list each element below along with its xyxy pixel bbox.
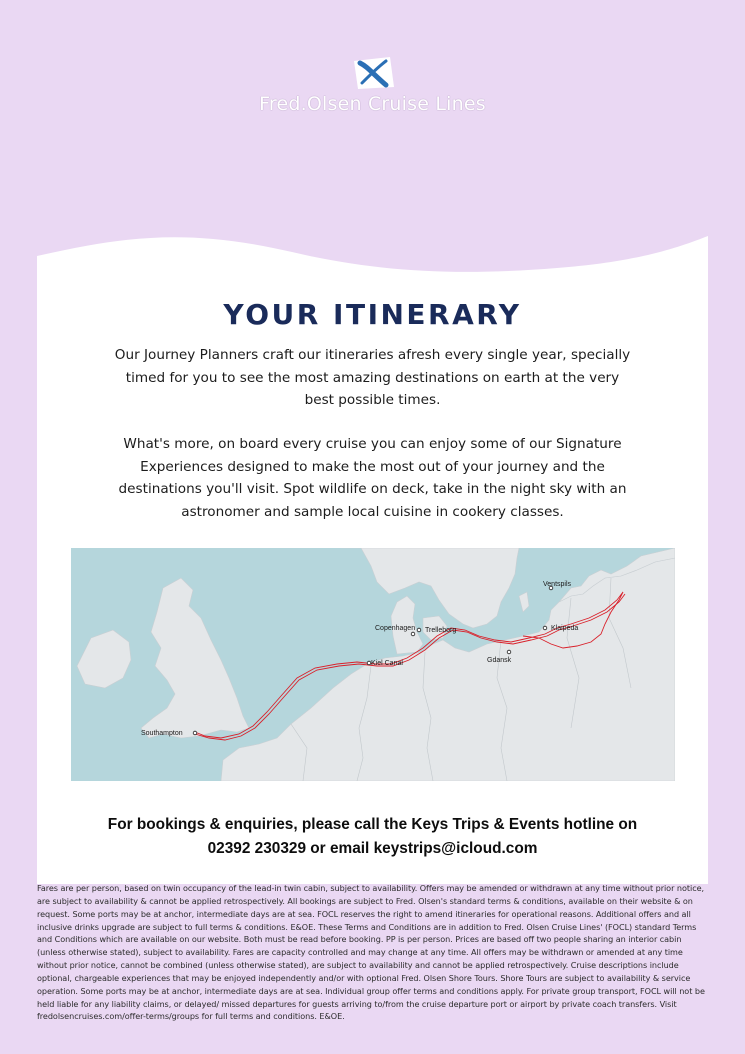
intro-paragraph-2: What's more, on board every cruise you can enjoy some of our Signature Experiences designed to make the most out of your journey and the destinations you'll visit. Spot wildlife on deck, take in the night sky with an astronomer and sample local cuisine in cookery classes. xyxy=(118,436,627,521)
port-label-southampton: Southampton xyxy=(141,730,183,737)
flag-logo-icon xyxy=(350,55,396,91)
itinerary-map xyxy=(71,548,675,781)
port-label-trelleborg: Trelleborg xyxy=(425,627,457,634)
terms-and-conditions: Fares are per person, based on twin occupancy of the lead-in twin cabin, subject to availability. Offers may be amended or withdrawn at any time without prior notice, are subject to availability & cannot be applied retrospectively. All bookings are subject to Fred. Olsen's standard terms & conditions, available on their website & on request. Some ports may be at anchor, intermediate days are at sea. FOCL reserves the right to amend itineraries for operational reasons. Additional offers and all inclusive drinks upgrade are subject to full terms & conditions. E&OE. These Terms and Conditions are in addition to Fred. Olsen Cruise Lines' (FOCL) standard Terms and Conditions which are available on our website. Both must be read before booking. PP is per person. Prices are based off two people sharing an interior cabin (unless otherwise stated), subject to availability. Fares are capacity controlled and may change at any time. All offers may be withdrawn or amended at any time without prior notice, cannot be combined (unless otherwise stated), are subject to availability and cannot be applied retrospectively. Cruise descriptions include optional, chargeable experiences that may be enjoyed independently and/or with optional Fred. Olsen Shore Tours. Shore Tours are subject to availability & service operation. Some ports may be at anchor, intermediate days are at sea. Individual group offer terms and conditions apply. For private group transport, FOCL will not be held liable for any liability claims, or delayed/ missed departures for guests arriving to/from the cruise departure port or airport by private coach transfers. Visit fredolsencruises.com/offer-terms/groups for full terms and conditions. E&OE. xyxy=(37,883,705,1022)
page-title: YOUR ITINERARY xyxy=(223,298,522,331)
map-canvas xyxy=(71,548,675,781)
port-label-klaipeda: Klaipeda xyxy=(551,625,579,632)
port-label-ventspils: Ventspils xyxy=(543,581,572,588)
land-scandinavia xyxy=(341,548,519,628)
intro-paragraph-1: Our Journey Planners craft our itineraries afresh every single year, specially timed for you to see the most amazing destinations on earth at the very best possible times. xyxy=(114,347,631,409)
brand-name: Fred.Olsen Cruise Lines xyxy=(259,93,486,115)
land-great-britain xyxy=(141,578,249,738)
port-label-copenhagen: Copenhagen xyxy=(375,625,416,632)
port-marker-copenhagen xyxy=(411,632,415,636)
port-marker-klaipeda xyxy=(543,626,547,630)
contact-line-2: 02392 230329 or email keystrips@icloud.com xyxy=(207,839,538,857)
port-marker-gdansk xyxy=(507,650,511,654)
port-marker-southampton xyxy=(193,731,197,735)
brand-logo xyxy=(0,55,745,115)
land-ireland xyxy=(77,630,131,688)
port-marker-trelleborg xyxy=(417,628,421,632)
contact-callout xyxy=(60,813,685,860)
contact-line-1: For bookings & enquiries, please call the Keys Trips & Events hotline on xyxy=(107,816,638,833)
port-label-kiel-canal: Kiel Canal xyxy=(371,660,403,667)
land-gotland xyxy=(519,592,529,612)
port-label-gdansk: Gdansk xyxy=(487,657,512,664)
